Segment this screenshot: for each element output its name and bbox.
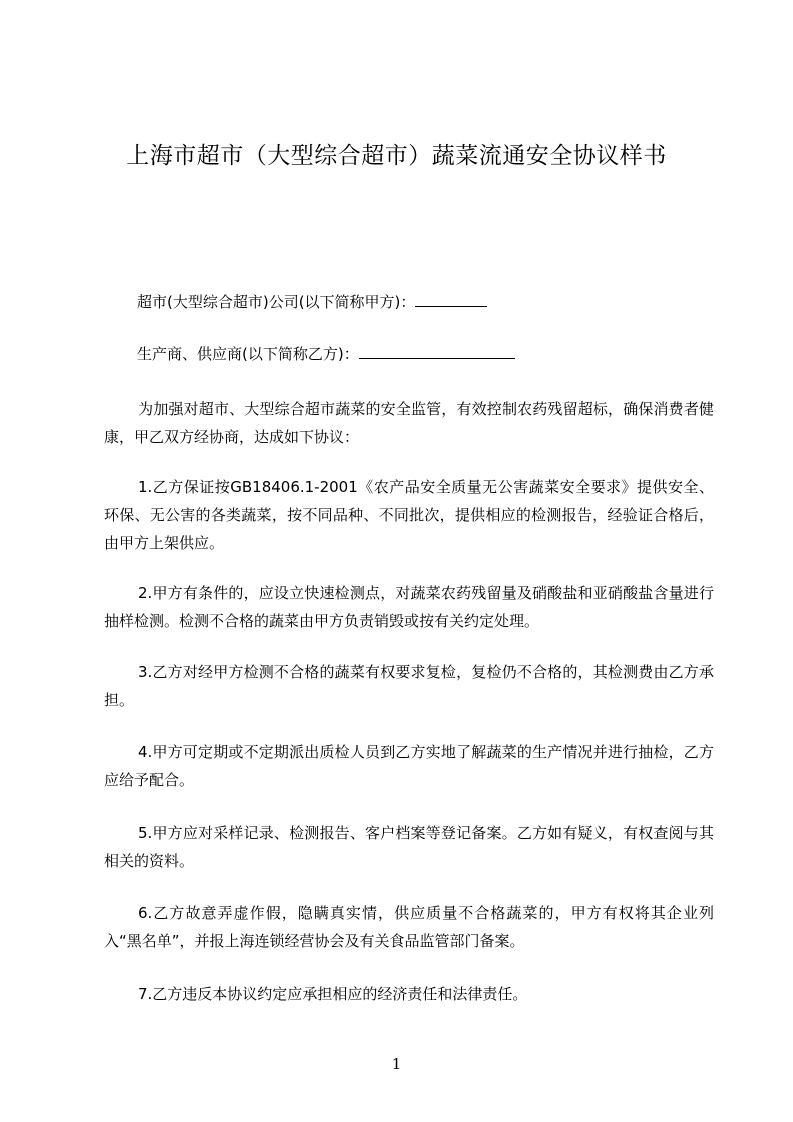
clause-text: 6.乙方故意弄虚作假，隐瞒真实情，供应质量不合格蔬菜的，甲方有权将其企业列入“黑名单”，并报上海连锁经营协会及有关食品监管部门备案。 bbox=[104, 904, 714, 950]
preamble-text: 为加强对超市、大型综合超市蔬菜的安全监管，有效控制农药残留超标，确保消费者健康，甲乙双方经协商，达成如下协议： bbox=[104, 400, 714, 446]
clause-text: 1.乙方保证按GB18406.1-2001《农产品安全质量无公害蔬菜安全要求》提供安全、环保、无公害的各类蔬菜，按不同品种、不同批次，提供相应的检测报告，经验证合格后，由甲方上架供应。 bbox=[104, 478, 714, 552]
page-number: 1 bbox=[391, 1055, 402, 1073]
party-b-blank-line bbox=[359, 342, 515, 359]
clause-6 bbox=[104, 899, 714, 955]
document-title: 上海市超市（大型综合超市）蔬菜流通安全协议样书 bbox=[126, 143, 667, 169]
clause-2 bbox=[104, 579, 714, 635]
party-a-blank-line bbox=[415, 290, 487, 307]
clause-4 bbox=[104, 738, 714, 794]
clause-1 bbox=[104, 473, 714, 557]
clause-text: 2.甲方有条件的，应设立快速检测点，对蔬菜农药残留量及硝酸盐和亚硝酸盐含量进行抽样检测。检测不合格的蔬菜由甲方负责销毁或按有关约定处理。 bbox=[104, 584, 714, 630]
clause-text: 5.甲方应对采样记录、检测报告、客户档案等登记备案。乙方如有疑义，有权查阅与其相关的资料。 bbox=[104, 824, 714, 870]
party-b-field bbox=[137, 342, 515, 366]
clause-5 bbox=[104, 819, 714, 875]
clause-text: 7.乙方违反本协议约定应承担相应的经济责任和法律责任。 bbox=[138, 985, 528, 1003]
party-a-label: 超市(大型综合超市)公司(以下简称甲方)： bbox=[137, 293, 416, 311]
preamble-paragraph bbox=[104, 395, 714, 451]
clause-7 bbox=[104, 980, 714, 1008]
party-a-field bbox=[137, 290, 487, 314]
clause-text: 4.甲方可定期或不定期派出质检人员到乙方实地了解蔬菜的生产情况并进行抽检，乙方应给予配合。 bbox=[104, 743, 714, 789]
clause-3 bbox=[104, 658, 714, 714]
party-b-label: 生产商、供应商(以下简称乙方)： bbox=[137, 345, 359, 363]
clause-text: 3.乙方对经甲方检测不合格的蔬菜有权要求复检，复检仍不合格的，其检测费由乙方承担。 bbox=[104, 663, 714, 709]
